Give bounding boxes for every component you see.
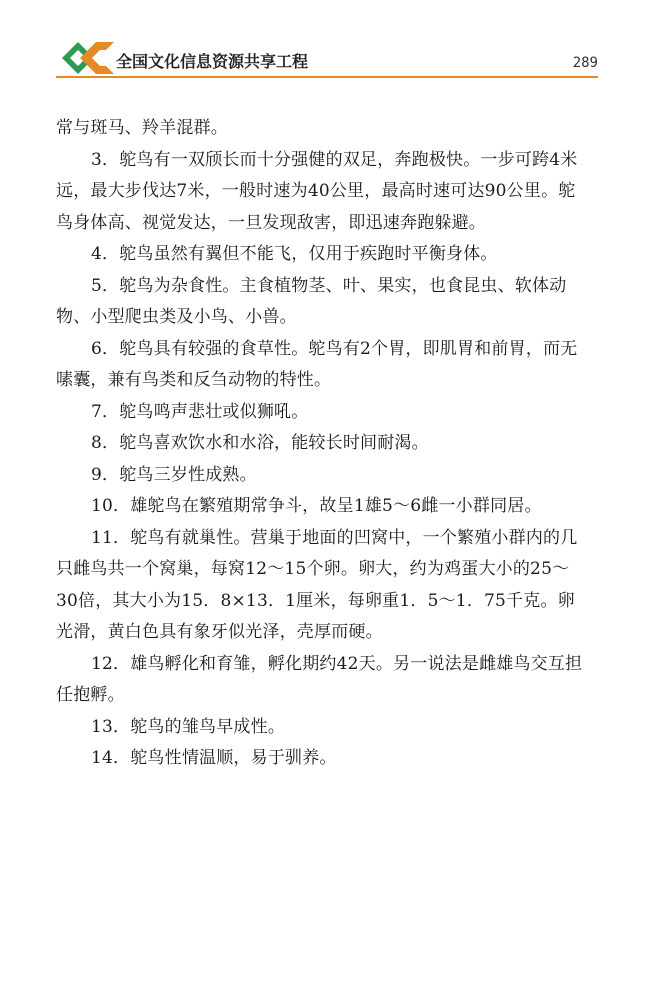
paragraph-item-13: 13．鸵鸟的雏鸟早成性。: [91, 716, 286, 737]
paragraph-item-14: 14．鸵鸟性情温顺，易于驯养。: [91, 748, 337, 768]
paragraph-item-6: 6．鸵鸟具有较强的食草性。鸵鸟有2个胃，即肌胃和前胃，而无嗉囊，兼有鸟类和反刍动物的特性。: [56, 338, 578, 390]
paragraph-item-8: 8．鸵鸟喜欢饮水和水浴，能较长时间耐渴。: [91, 433, 429, 453]
paragraph-item-5: 5．鸵鸟为杂食性。主食植物茎、叶、果实，也食昆虫、软体动物、小型爬虫类及小鸟、小兽。: [56, 275, 567, 327]
page-number: 289: [572, 55, 598, 71]
header-divider: [56, 76, 598, 78]
paragraph-item-7: 7．鸵鸟鸣声悲壮或似狮吼。: [91, 401, 309, 422]
paragraph-item-4: 4．鸵鸟虽然有翼但不能飞，仅用于疾跑时平衡身体。: [91, 244, 498, 264]
page-header: [0, 0, 646, 80]
paragraph-continuation: 常与斑马、羚羊混群。: [56, 118, 228, 138]
header-title: 全国文化信息资源共享工程: [116, 52, 309, 71]
paragraph-item-11: 11．鸵鸟有就巢性。营巢于地面的凹窝中，一个繁殖小群内的几只雌鸟共一个窝巢，每窝12～15个卵。卵大，约为鸡蛋大小的25～30倍，其大小为15．8×13．1厘米，每卵重1．5～1．75千克。卵光滑，黄白色具有象牙似光泽，壳厚而硬。: [56, 527, 578, 642]
paragraph-item-10: 10．雄鸵鸟在繁殖期常争斗，故呈1雄5～6雌一小群同居。: [91, 496, 542, 516]
paragraph-item-9: 9．鸵鸟三岁性成熟。: [91, 464, 257, 485]
paragraph-item-12: 12．雄鸟孵化和育雏，孵化期约42天。另一说法是雌雄鸟交互担任抱孵。: [56, 653, 583, 705]
document-body: [56, 113, 584, 775]
paragraph-item-3: 3．鸵鸟有一双颀长而十分强健的双足，奔跑极快。一步可跨4米远，最大步伐达7米，一般时速为40公里，最高时速可达90公里。鸵鸟身体高、视觉发达，一旦发现敌害，即迅速奔跑躲避。: [56, 149, 578, 233]
logo-icon: [62, 38, 114, 78]
